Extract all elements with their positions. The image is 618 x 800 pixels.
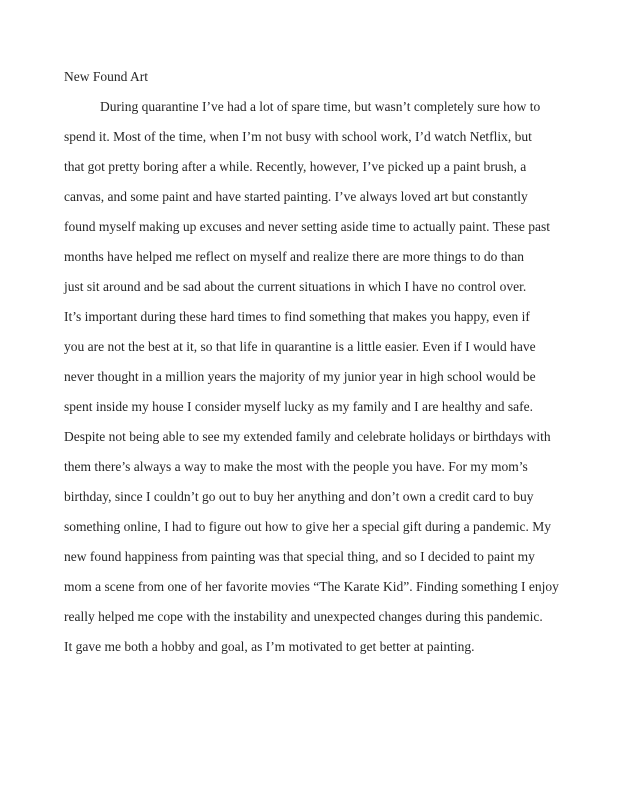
paragraph-line: really helped me cope with the instability and unexpected changes during this pandemic. xyxy=(64,609,543,624)
paragraph-line: spent inside my house I consider myself lucky as my family and I are healthy and safe. xyxy=(64,399,533,414)
paragraph-line: just sit around and be sad about the current situations in which I have no control over. xyxy=(64,279,527,294)
paragraph-line: new found happiness from painting was that special thing, and so I decided to paint my xyxy=(64,549,535,564)
paragraph-line: spend it. Most of the time, when I’m not busy with school work, I’d watch Netflix, but xyxy=(64,129,532,144)
document-title: New Found Art xyxy=(64,69,148,84)
paragraph-line: canvas, and some paint and have started painting. I’ve always loved art but constantly xyxy=(64,189,528,204)
paragraph-line: found myself making up excuses and never setting aside time to actually paint. These past xyxy=(64,219,550,234)
paragraph-line: During quarantine I’ve had a lot of spare time, but wasn’t completely sure how to xyxy=(100,99,541,114)
paragraph-line: mom a scene from one of her favorite movies “The Karate Kid”. Finding something I enjoy xyxy=(64,579,559,594)
paragraph-line: birthday, since I couldn’t go out to buy her anything and don’t own a credit card to buy xyxy=(64,489,534,504)
paragraph-line: something online, I had to figure out how to give her a special gift during a pandemic. My xyxy=(64,519,552,534)
paragraph-line: months have helped me reflect on myself and realize there are more things to do than xyxy=(64,249,524,264)
paragraph-line: It’s important during these hard times to find something that makes you happy, even if xyxy=(64,309,530,324)
document-paragraph xyxy=(64,92,570,662)
paragraph-line: you are not the best at it, so that life in quarantine is a little easier. Even if I would have xyxy=(64,339,536,354)
paragraph-line: It gave me both a hobby and goal, as I’m motivated to get better at painting. xyxy=(64,639,475,654)
paragraph-line: that got pretty boring after a while. Recently, however, I’ve picked up a paint brush, a xyxy=(64,159,527,174)
paragraph-line: Despite not being able to see my extended family and celebrate holidays or birthdays with xyxy=(64,429,551,444)
paragraph-line: never thought in a million years the majority of my junior year in high school would be xyxy=(64,369,536,384)
paragraph-line: them there’s always a way to make the most with the people you have. For my mom’s xyxy=(64,459,528,474)
